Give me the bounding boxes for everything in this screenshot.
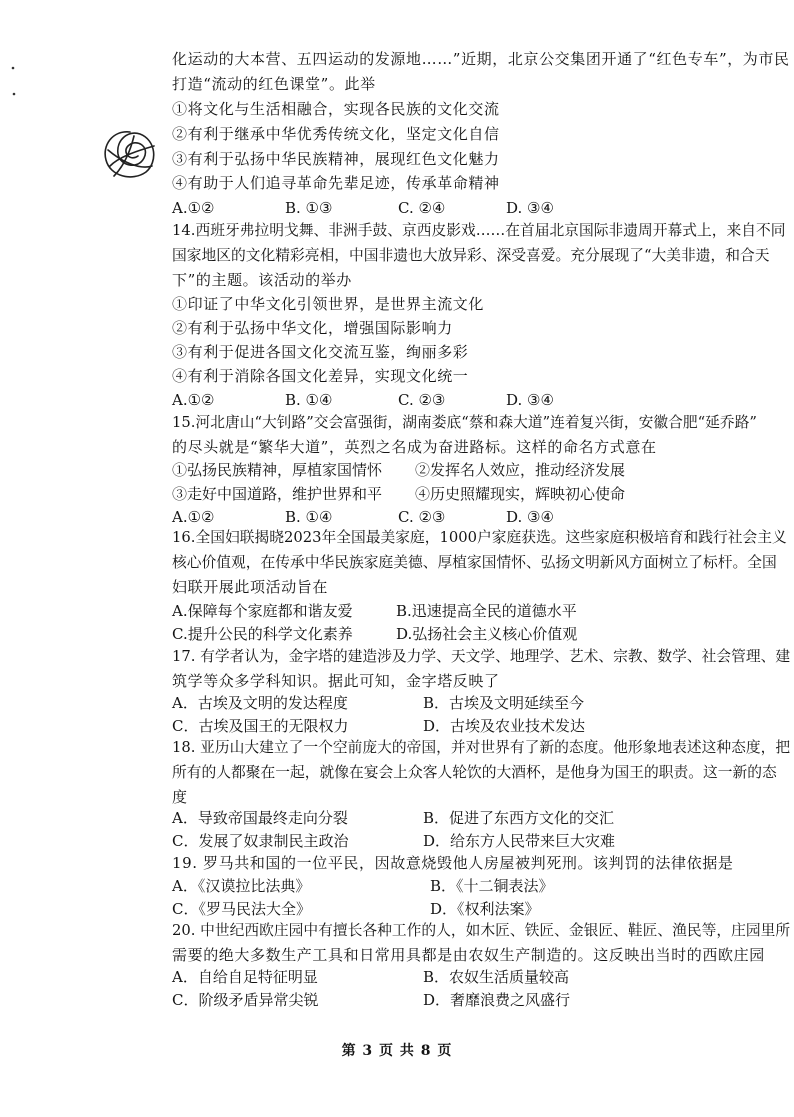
q14-stem-line-2: 国家地区的文化精彩亮相，中国非遗也大放异彩、深受喜爱。充分展现了“大美非遗，和合天 <box>172 247 770 264</box>
q16-stem-line-1: 16.全国妇联揭晓2023年全国最美家庭，1000户家庭获选。这些家庭积极培育和践行社会主义 <box>172 529 787 546</box>
q18-stem-line-1: 18. 亚历山大建立了一个空前庞大的帝国，并对世界有了新的态度。他形象地表述这种态度，把 <box>172 739 791 756</box>
pen-scribble <box>100 126 160 184</box>
q15-stem-line-1: 15.河北唐山“大钊路”交会富强街，湖南娄底“蔡和森大道”连着复兴街，安徽合肥“延乔路” <box>172 414 757 431</box>
q14-item-4: ④有利于消除各国文化差异，实现文化统一 <box>172 367 469 385</box>
q13-item-3: ③有利于弘扬中华民族精神，展现红色文化魅力 <box>172 150 500 168</box>
q20-stem-line-1: 20. 中世纪西欧庄园中有擅长各种工作的人，如木匠、铁匠、金银匠、鞋匠、渔民等，庄园里所 <box>172 922 791 939</box>
q15-option-d: D. ③④ <box>506 508 554 526</box>
q14-option-b: B. ①④ <box>285 391 333 409</box>
q14-item-1: ①印证了中华文化引领世界，是世界主流文化 <box>172 295 485 313</box>
q17-option-d: D．古埃及农业技术发达 <box>423 717 586 735</box>
q20-option-c: C．阶级矛盾异常尖锐 <box>172 991 319 1009</box>
q17-option-c: C．古埃及国王的无限权力 <box>172 717 349 735</box>
q20-option-d: D．奢靡浪费之风盛行 <box>423 991 571 1009</box>
q13-option-d: D. ③④ <box>506 199 554 217</box>
q16-option-b: B.迅速提高全民的道德水平 <box>396 602 577 620</box>
q15-stem-line-2: 的尽头就是“繁华大道”，英烈之名成为奋进路标。这样的命名方式意在 <box>172 438 657 456</box>
q15-option-a: A.①② <box>172 508 215 526</box>
q15-item-2: ②发挥名人效应，推动经济发展 <box>415 461 626 479</box>
q18-option-b: B．促进了东西方文化的交汇 <box>423 809 615 827</box>
q15-option-c: C. ②③ <box>398 508 446 526</box>
q15-item-3: ③走好中国道路，维护世界和平 <box>172 485 383 503</box>
q19-option-b: B．《十二铜表法》 <box>430 877 554 895</box>
q19-option-c: C．《罗马民法大全》 <box>172 900 311 918</box>
q13-item-1: ①将文化与生活相融合，实现各民族的文化交流 <box>172 100 500 118</box>
q14-option-a: A.①② <box>172 391 215 409</box>
page-number-footer: 第 3 页 共 8 页 <box>341 1043 453 1059</box>
q18-stem-line-3: 度 <box>172 788 188 806</box>
q19-option-a: A．《汉谟拉比法典》 <box>172 877 311 895</box>
q17-stem-line-1: 17. 有学者认为，金字塔的建造涉及力学、天文学、地理学、艺术、宗教、数学、社会管理、建 <box>172 648 791 665</box>
q15-item-4: ④历史照耀现实，辉映初心使命 <box>415 485 626 503</box>
q13-stem-line-2: 打造“流动的红色课堂”。此举 <box>172 75 376 93</box>
q18-option-c: C．发展了奴隶制民主政治 <box>172 832 349 850</box>
q15-item-1: ①弘扬民族精神，厚植家国情怀 <box>172 461 383 479</box>
q13-option-c: C. ②④ <box>398 199 446 217</box>
q13-stem-line-1: 化运动的大本营、五四运动的发源地……”近期，北京公交集团开通了“红色专车”，为市民 <box>172 50 790 68</box>
q13-option-a: A.①② <box>172 199 215 217</box>
q19-stem-line-1: 19. 罗马共和国的一位平民，因故意烧毁他人房屋被判死刑。该判罚的法律依据是 <box>172 854 734 872</box>
q16-stem-line-3: 妇联开展此项活动旨在 <box>172 578 329 596</box>
q18-option-d: D．给东方人民带来巨大灾难 <box>423 832 616 850</box>
q14-stem-line-3: 下”的主题。该活动的举办 <box>172 271 352 289</box>
q16-option-a: A.保障每个家庭都和谐友爱 <box>172 602 353 620</box>
q16-option-c: C.提升公民的科学文化素养 <box>172 625 353 643</box>
q19-option-d: D．《权利法案》 <box>430 900 540 918</box>
q13-item-2: ②有利于继承中华优秀传统文化，坚定文化自信 <box>172 125 500 143</box>
margin-dots <box>10 64 20 104</box>
q20-stem-line-2: 需要的绝大多数生产工具和日常用具都是由农奴生产制造的。这反映出当时的西欧庄园 <box>172 946 765 964</box>
q20-option-a: A．自给自足特征明显 <box>172 968 318 986</box>
q17-option-a: A．古埃及文明的发达程度 <box>172 694 348 712</box>
q17-stem-line-2: 筑学等众多学科知识。据此可知，金字塔反映了 <box>172 672 500 690</box>
q14-item-3: ③有利于促进各国文化交流互鉴，绚丽多彩 <box>172 343 469 361</box>
q13-item-4: ④有助于人们追寻革命先辈足迹，传承革命精神 <box>172 174 500 192</box>
q14-stem-line-1: 14.西班牙弗拉明戈舞、非洲手鼓、京西皮影戏……在首届北京国际非遗周开幕式上，来自不同 <box>172 222 786 239</box>
q16-stem-line-2: 核心价值观，在传承中华民族家庭美德、厚植家国情怀、弘扬文明新风方面树立了标杆。全国 <box>172 554 777 571</box>
q13-option-b: B. ①③ <box>285 199 333 217</box>
q14-option-c: C. ②③ <box>398 391 446 409</box>
q15-option-b: B. ①④ <box>285 508 333 526</box>
q20-option-b: B．农奴生活质量较高 <box>423 968 570 986</box>
q16-option-d: D.弘扬社会主义核心价值观 <box>396 625 578 643</box>
q17-option-b: B．古埃及文明延续至今 <box>423 694 585 712</box>
q18-stem-line-2: 所有的人都聚在一起，就像在宴会上众客人轮饮的大酒杯，是他身为国王的职责。这一新的态 <box>172 764 777 781</box>
q18-option-a: A．导致帝国最终走向分裂 <box>172 809 348 827</box>
q14-option-d: D. ③④ <box>506 391 554 409</box>
q14-item-2: ②有利于弘扬中华文化，增强国际影响力 <box>172 319 453 337</box>
